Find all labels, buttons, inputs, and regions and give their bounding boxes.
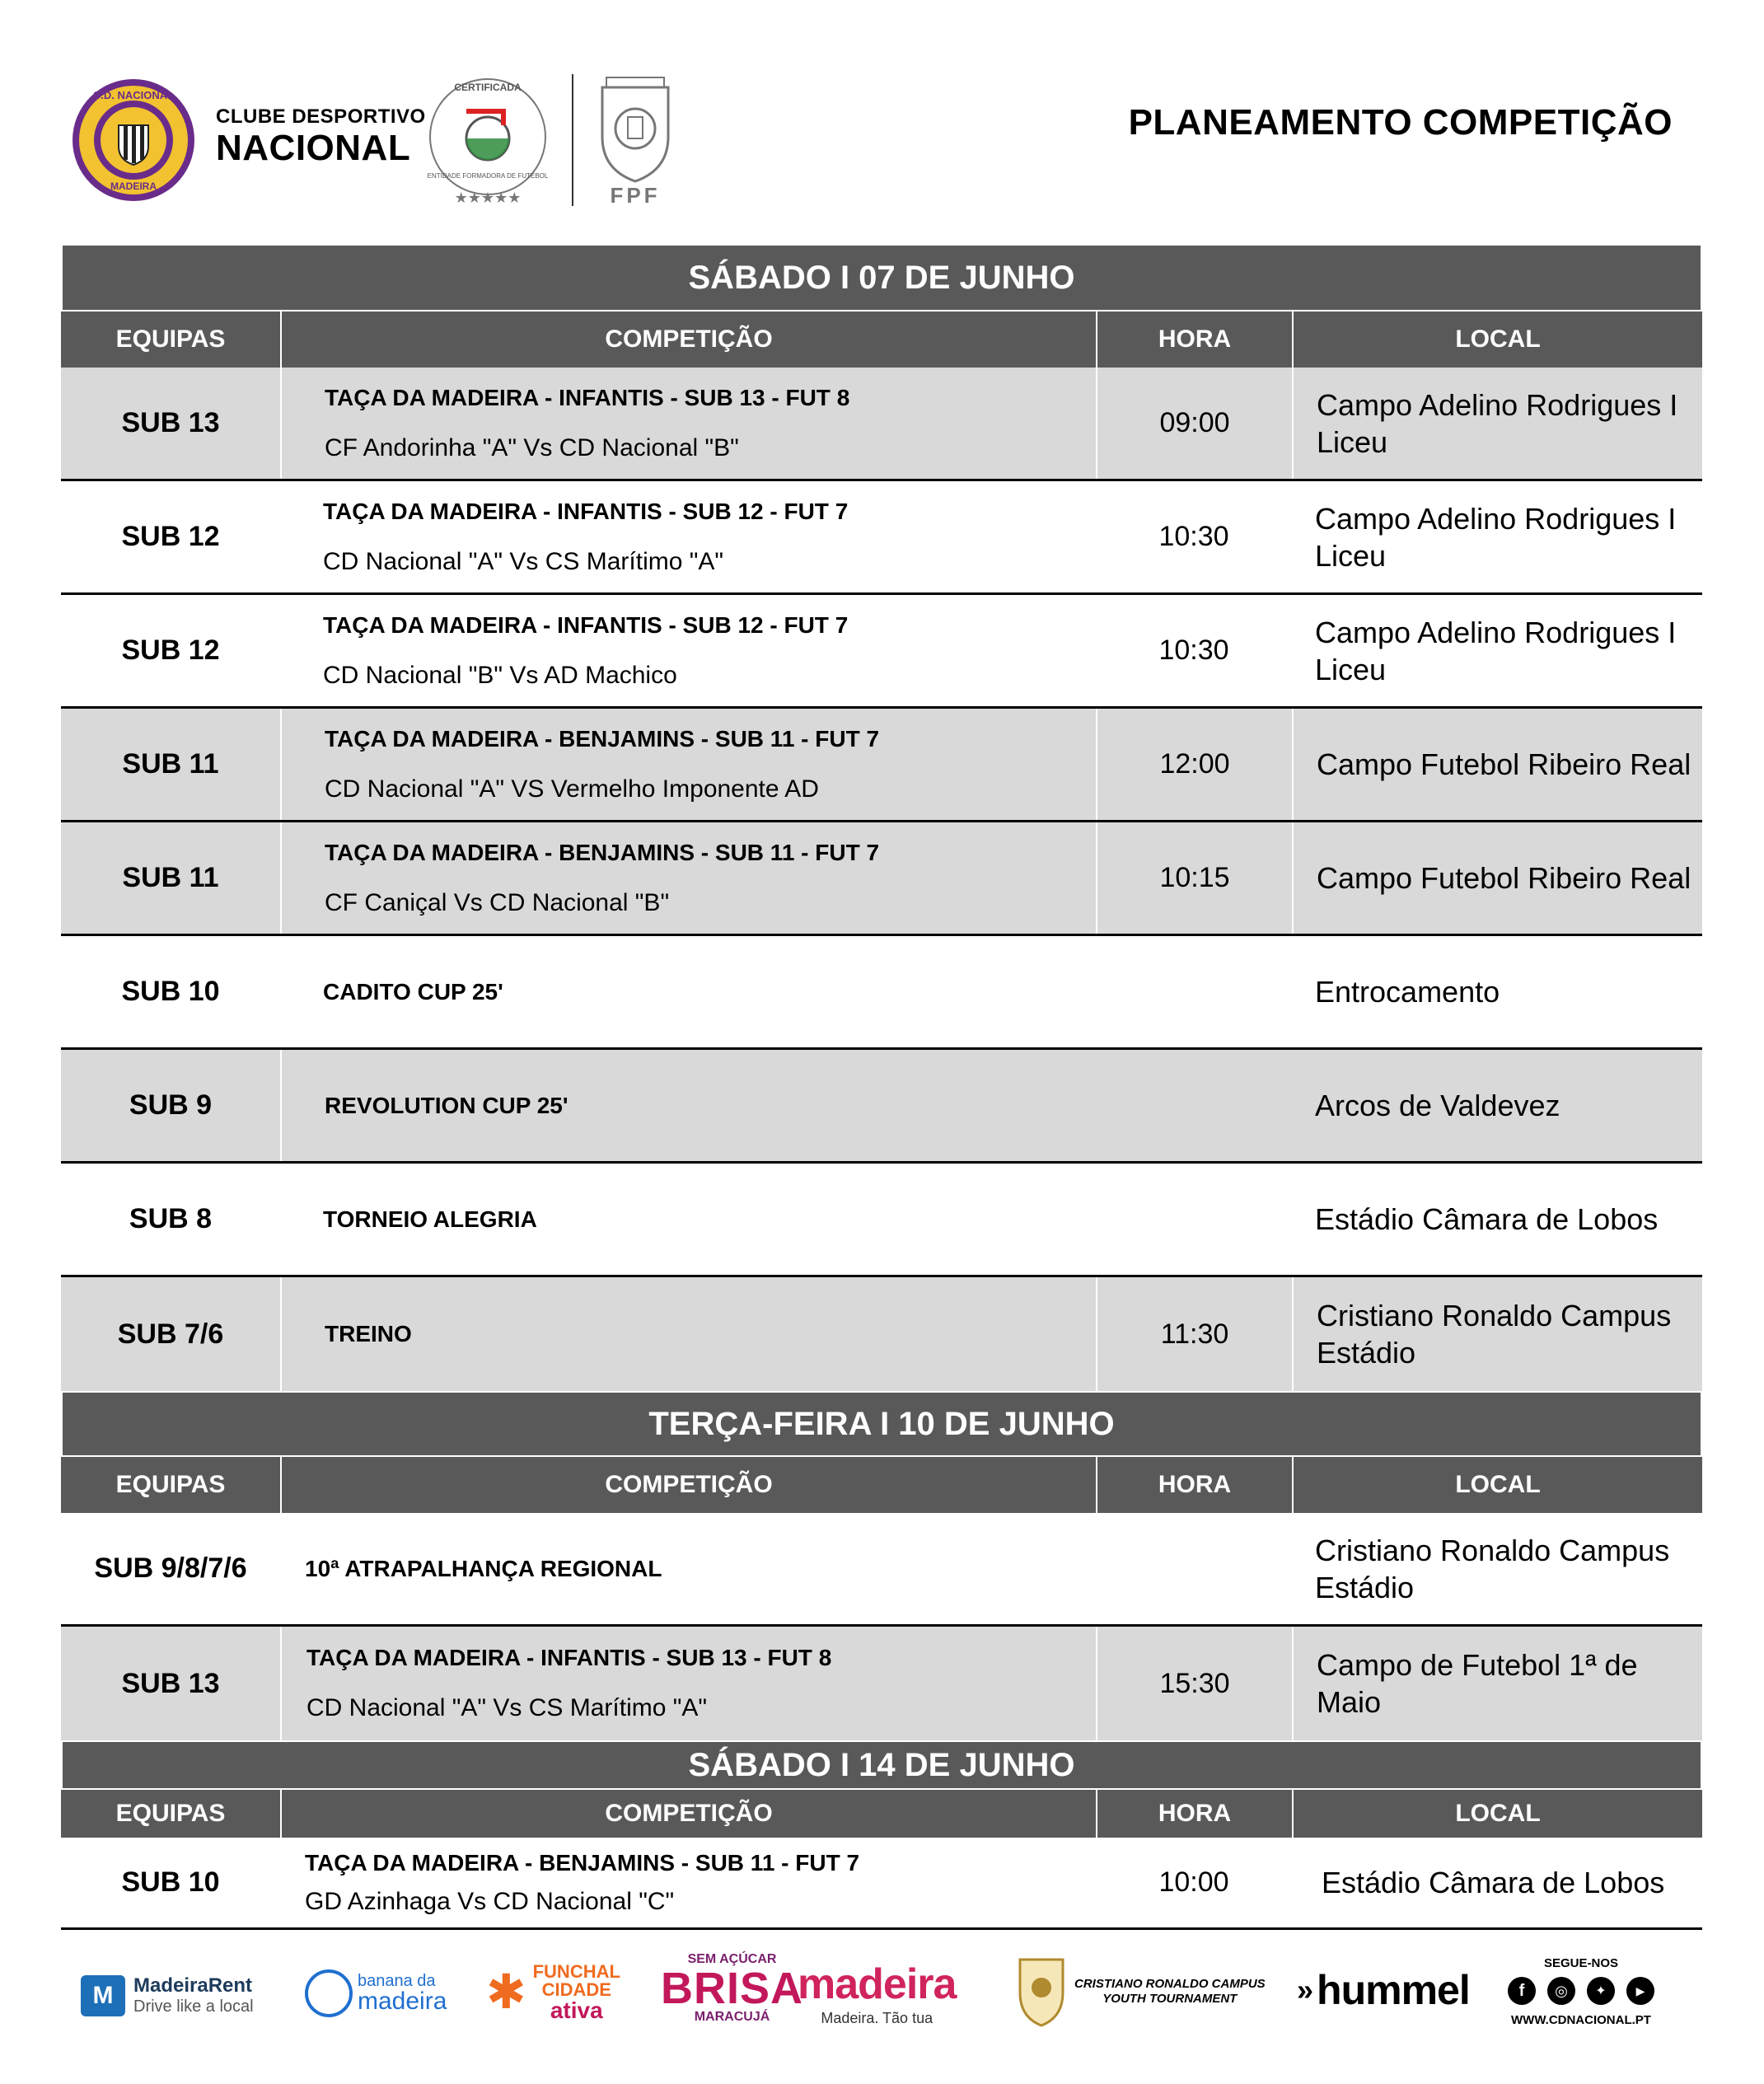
table-row	[61, 1277, 1702, 1391]
competition-cell	[280, 1050, 1096, 1161]
competition-title: TORNEIO ALEGRIA	[323, 1206, 537, 1232]
match-text: CD Nacional "B" Vs AD Machico	[323, 661, 677, 689]
time-cell	[1096, 936, 1292, 1047]
competition-title: TAÇA DA MADEIRA - INFANTIS - SUB 13 - FUT 8	[325, 384, 850, 410]
brisa-name: BRISA	[661, 1964, 804, 2013]
twitter-icon[interactable]: ✦	[1587, 1977, 1615, 2005]
cr-campus-line2: YOUTH TOURNAMENT	[1102, 1992, 1238, 2006]
column-header-competition: COMPETIÇÃO	[280, 311, 1096, 368]
sponsor-brisa	[661, 1953, 803, 2024]
club-name	[216, 107, 426, 166]
match-text: CF Andorinha "A" Vs CD Nacional "B"	[325, 433, 739, 461]
madeira-name: madeira	[798, 1960, 957, 2008]
time-cell: 10:30	[1158, 635, 1229, 666]
schedule-table	[61, 244, 1702, 1930]
competition-title: TAÇA DA MADEIRA - INFANTIS - SUB 12 - FUT 7	[323, 611, 849, 638]
time-cell: 12:00	[1096, 709, 1292, 820]
banana-icon	[305, 1969, 353, 2017]
madeira-tagline: Madeira. Tão tua	[821, 2010, 933, 2026]
team-cell: SUB 13	[121, 1667, 220, 1699]
column-header-competition: COMPETIÇÃO	[280, 1790, 1096, 1838]
time-cell	[1096, 1050, 1292, 1161]
table-row	[61, 1050, 1702, 1164]
competition-cell	[280, 1277, 1096, 1391]
column-header-teams: EQUIPAS	[115, 325, 226, 353]
column-headers	[61, 311, 1702, 368]
time-cell: 10:00	[1158, 1866, 1229, 1898]
team-cell: SUB 11	[122, 862, 219, 893]
match-text: CD Nacional "A" VS Vermelho Imponente AD	[325, 775, 819, 803]
table-row	[61, 368, 1702, 481]
sponsor-hummel	[1297, 1966, 1470, 2014]
competition-cell	[280, 822, 1096, 934]
sponsor-banana-da-madeira	[305, 1969, 447, 2017]
table-row	[61, 1627, 1702, 1740]
svg-text:MADEIRA: MADEIRA	[110, 180, 157, 192]
table-row	[61, 822, 1702, 936]
column-header-time: HORA	[1096, 1790, 1292, 1838]
club-name-line1: CLUBE DESPORTIVO	[216, 105, 426, 128]
time-cell: 10:15	[1096, 822, 1292, 934]
team-cell: SUB 12	[121, 635, 220, 666]
team-cell: SUB 8	[129, 1203, 213, 1234]
place-cell: Campo Futebol Ribeiro Real	[1292, 822, 1702, 934]
place-cell: Campo Adelino Rodrigues I Liceu	[1315, 615, 1677, 686]
team-cell: SUB 12	[121, 521, 220, 552]
madeirarent-icon: M	[81, 1975, 125, 2016]
page-header	[0, 0, 1764, 239]
match-text: CF Caniçal Vs CD Nacional "B"	[325, 888, 670, 916]
sponsor-cr-campus	[1015, 1955, 1266, 2029]
table-row	[61, 481, 1702, 595]
team-cell: SUB 11	[122, 748, 219, 780]
competition-cell	[280, 595, 1096, 706]
match-text: CD Nacional "A" Vs CS Marítimo "A"	[306, 1694, 708, 1721]
table-row	[61, 709, 1702, 822]
club-name-line2: NACIONAL	[216, 128, 411, 168]
table-row	[61, 1164, 1702, 1277]
time-cell: 15:30	[1096, 1627, 1292, 1740]
sponsor-madeirarent	[81, 1974, 254, 2016]
competition-title: TAÇA DA MADEIRA - BENJAMINS - SUB 11 - FUT 7	[325, 839, 880, 865]
sponsor-funchal-cidade-ativa	[486, 1963, 620, 2022]
svg-text:FPF: FPF	[610, 183, 661, 208]
column-header-time: HORA	[1096, 1457, 1292, 1513]
team-cell: SUB 7/6	[117, 1318, 224, 1350]
competition-cell	[280, 1513, 1096, 1624]
day-header: SÁBADO I 07 DE JUNHO	[61, 244, 1702, 311]
sponsors-footer	[61, 1945, 1702, 2060]
competition-title: TAÇA DA MADEIRA - INFANTIS - SUB 12 - FUT 7	[323, 498, 849, 524]
competition-cell	[280, 481, 1096, 592]
competition-title: TAÇA DA MADEIRA - BENJAMINS - SUB 11 - FUT 7	[325, 725, 880, 752]
column-headers	[61, 1790, 1702, 1838]
funchal-line3: ativa	[550, 1997, 603, 2023]
place-cell: Cristiano Ronaldo Campus Estádio	[1292, 1277, 1702, 1391]
competition-title: 10ª ATRAPALHANÇA REGIONAL	[305, 1555, 662, 1581]
madeirarent-name: MadeiraRent	[133, 1974, 253, 1997]
competition-cell	[280, 936, 1096, 1047]
place-cell: Campo de Futebol 1ª de Maio	[1292, 1627, 1702, 1740]
team-cell: SUB 10	[121, 1866, 220, 1898]
hummel-chevron-icon: »	[1297, 1973, 1314, 2007]
cr-campus-crest-icon	[1015, 1955, 1068, 2029]
time-cell	[1096, 1513, 1292, 1624]
competition-title: TAÇA DA MADEIRA - BENJAMINS - SUB 11 - FUT 7	[305, 1849, 860, 1876]
brisa-bottom: MARACUJÁ	[694, 2010, 770, 2024]
team-cell: SUB 10	[121, 976, 220, 1007]
column-header-competition: COMPETIÇÃO	[280, 1457, 1096, 1513]
column-header-teams: EQUIPAS	[115, 1800, 226, 1827]
svg-text:ENTIDADE FORMADORA DE FUTEBOL: ENTIDADE FORMADORA DE FUTEBOL	[427, 172, 549, 180]
banana-line2: madeira	[358, 1988, 447, 2015]
column-header-teams: EQUIPAS	[115, 1471, 226, 1498]
logo-divider	[572, 74, 573, 206]
competition-cell	[280, 368, 1096, 479]
team-cell: SUB 9/8/7/6	[94, 1552, 247, 1584]
competition-title: TAÇA DA MADEIRA - INFANTIS - SUB 13 - FUT 8	[306, 1645, 832, 1670]
competition-cell	[280, 1164, 1096, 1275]
sponsor-madeira	[798, 1960, 957, 2026]
svg-text:★★★★★: ★★★★★	[454, 190, 522, 207]
column-header-time: HORA	[1096, 311, 1292, 368]
match-text: GD Azinhaga Vs CD Nacional "C"	[305, 1887, 675, 1915]
instagram-icon[interactable]: ◎	[1547, 1977, 1575, 2005]
youtube-icon[interactable]: ▶	[1626, 1977, 1654, 2005]
competition-cell	[280, 1838, 1096, 1927]
banana-line1: banana da	[358, 1972, 436, 1990]
funchal-line1: FUNCHAL	[532, 1961, 620, 1982]
place-cell: Cristiano Ronaldo Campus Estádio	[1315, 1533, 1670, 1604]
hummel-name: hummel	[1317, 1967, 1470, 2013]
team-cell: SUB 13	[121, 407, 220, 438]
club-crest-logo	[71, 77, 196, 203]
fpf-logo	[590, 71, 681, 208]
place-cell: Estádio Câmara de Lobos	[1322, 1866, 1665, 1899]
funchal-line2: CIDADE	[541, 1979, 611, 2000]
follow-label: SEGUE-NOS	[1543, 1956, 1618, 1970]
table-row	[61, 595, 1702, 709]
place-cell: Arcos de Valdevez	[1315, 1089, 1560, 1122]
social-links	[1508, 1956, 1654, 2027]
place-cell: Estádio Câmara de Lobos	[1315, 1202, 1659, 1236]
competition-title: REVOLUTION CUP 25'	[325, 1092, 569, 1118]
cr-campus-line1: CRISTIANO RONALDO CAMPUS	[1074, 1977, 1266, 1991]
column-header-place: LOCAL	[1292, 311, 1702, 368]
column-header-place: LOCAL	[1292, 1457, 1702, 1513]
time-cell: 09:00	[1096, 368, 1292, 479]
competition-cell	[280, 709, 1096, 820]
column-headers	[61, 1457, 1702, 1513]
time-cell: 11:30	[1096, 1277, 1292, 1391]
place-cell: Entrocamento	[1315, 975, 1500, 1009]
competition-title: TREINO	[325, 1321, 412, 1346]
table-row	[61, 1838, 1702, 1930]
svg-text:C.D. NACIONAL: C.D. NACIONAL	[92, 89, 175, 101]
day-header: TERÇA-FEIRA I 10 DE JUNHO	[61, 1391, 1702, 1457]
certified-entity-logo	[422, 71, 554, 211]
madeirarent-tagline: Drive like a local	[133, 1997, 254, 2016]
time-cell: 10:30	[1158, 521, 1229, 552]
place-cell: Campo Futebol Ribeiro Real	[1292, 709, 1702, 820]
website-link[interactable]: WWW.CDNACIONAL.PT	[1511, 2013, 1651, 2027]
facebook-icon[interactable]: f	[1508, 1977, 1536, 2005]
table-row	[61, 1513, 1702, 1627]
match-text: CD Nacional "A" Vs CS Marítimo "A"	[323, 547, 724, 575]
table-row	[61, 936, 1702, 1050]
runner-icon: ✱	[486, 1965, 526, 2019]
svg-text:CERTIFICADA: CERTIFICADA	[454, 82, 522, 93]
place-cell: Campo Adelino Rodrigues I Liceu	[1292, 368, 1702, 479]
place-cell: Campo Adelino Rodrigues I Liceu	[1315, 501, 1677, 573]
column-header-place: LOCAL	[1292, 1790, 1702, 1838]
page-title: PLANEAMENTO COMPETIÇÃO	[1128, 102, 1673, 143]
team-cell: SUB 9	[129, 1089, 213, 1121]
time-cell	[1096, 1164, 1292, 1275]
competition-cell	[280, 1627, 1096, 1740]
competition-title: CADITO CUP 25'	[323, 978, 503, 1005]
day-header: SÁBADO I 14 DE JUNHO	[61, 1740, 1702, 1790]
brisa-top: SEM AÇÚCAR	[687, 1952, 777, 1966]
